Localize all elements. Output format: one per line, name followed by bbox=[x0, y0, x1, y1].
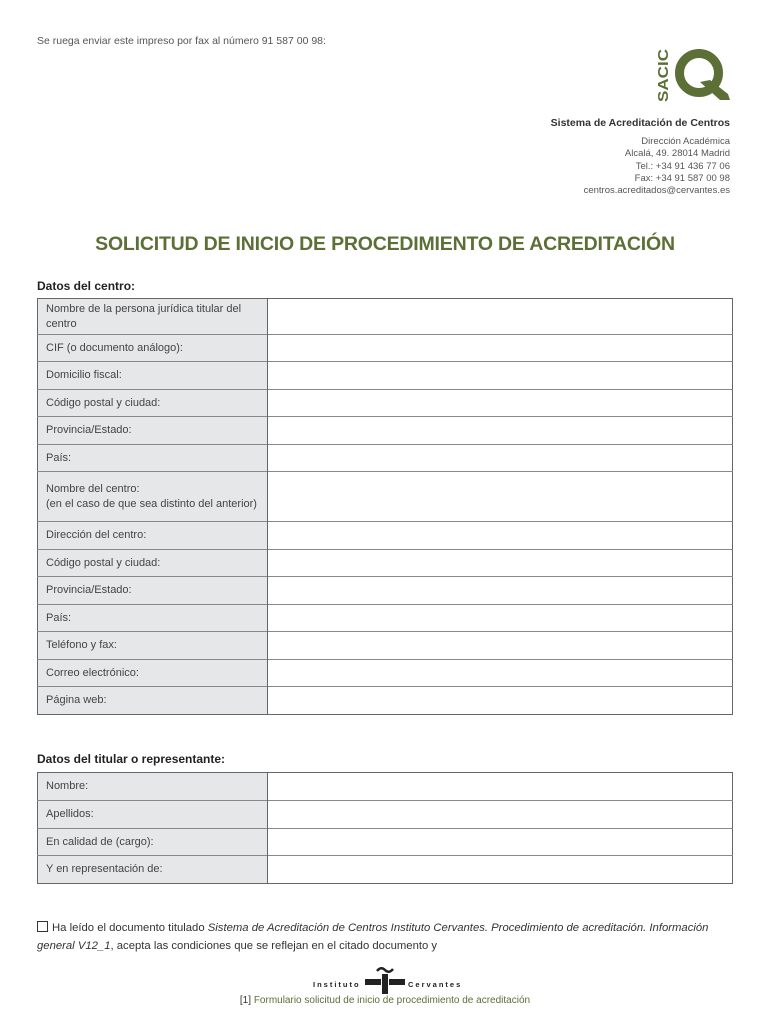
center-field-input[interactable] bbox=[268, 632, 733, 660]
center-field-label: Página web: bbox=[38, 687, 268, 715]
fax-note: Se ruega enviar este impreso por fax al número 91 587 00 98: bbox=[37, 35, 326, 47]
center-field-input[interactable] bbox=[268, 445, 733, 472]
holder-section-heading: Datos del titular o representante: bbox=[37, 752, 226, 766]
center-field-label: Código postal y ciudad: bbox=[38, 550, 268, 577]
sacic-logo-text: SACIC bbox=[655, 55, 672, 102]
center-field-input[interactable] bbox=[268, 687, 733, 715]
holder-row bbox=[38, 856, 733, 884]
page-title: SOLICITUD DE INICIO DE PROCEDIMIENTO DE ACREDITACIÓN bbox=[95, 233, 675, 255]
holder-row bbox=[38, 801, 733, 829]
center-row bbox=[38, 417, 733, 445]
center-field-input[interactable] bbox=[268, 390, 733, 417]
center-field-label: Correo electrónico: bbox=[38, 660, 268, 687]
holder-field-input[interactable] bbox=[268, 856, 733, 884]
center-field-input[interactable] bbox=[268, 522, 733, 550]
footer-page-number: [1] bbox=[239, 995, 252, 1006]
center-row bbox=[38, 390, 733, 417]
holder-field-label: Nombre: bbox=[38, 773, 268, 801]
center-row bbox=[38, 687, 733, 715]
org-line-fax: Fax: +34 91 587 00 98 bbox=[634, 172, 730, 184]
center-row bbox=[38, 632, 733, 660]
center-row bbox=[38, 577, 733, 605]
center-row bbox=[38, 605, 733, 632]
center-field-label: País: bbox=[38, 445, 268, 472]
holder-field-label: Y en representación de: bbox=[38, 856, 268, 884]
acceptance-prefix: Ha leído el documento titulado bbox=[52, 922, 208, 934]
center-field-label: Código postal y ciudad: bbox=[38, 390, 268, 417]
holder-field-input[interactable] bbox=[268, 829, 733, 856]
center-row bbox=[38, 335, 733, 362]
center-field-label: Provincia/Estado: bbox=[38, 577, 268, 605]
logo-word-instituto: Instituto bbox=[313, 980, 361, 989]
logo-word-cervantes: Cervantes bbox=[408, 980, 463, 989]
organization-block bbox=[551, 117, 730, 197]
center-field-label: Dirección del centro: bbox=[38, 522, 268, 550]
org-line-address: Alcalá, 49. 28014 Madrid bbox=[624, 148, 730, 160]
holder-field-label: Apellidos: bbox=[38, 801, 268, 829]
center-row bbox=[38, 299, 733, 335]
holder-row bbox=[38, 773, 733, 801]
footer bbox=[0, 995, 770, 1006]
center-row bbox=[38, 522, 733, 550]
org-line-phone: Tel.: +34 91 436 77 06 bbox=[635, 160, 730, 172]
cervantes-emblem-icon bbox=[363, 966, 407, 994]
organization-name: Sistema de Acreditación de Centros bbox=[550, 117, 730, 129]
holder-field-label: En calidad de (cargo): bbox=[38, 829, 268, 856]
holder-data-table bbox=[37, 772, 733, 884]
holder-field-input[interactable] bbox=[268, 773, 733, 801]
acceptance-statement bbox=[37, 920, 737, 955]
center-field-label: Nombre del centro: (en el caso de que sea distinto del anterior) bbox=[38, 472, 268, 522]
instituto-cervantes-logo bbox=[313, 966, 463, 994]
center-field-input[interactable] bbox=[268, 299, 733, 335]
org-line-department: Dirección Académica bbox=[641, 136, 730, 147]
org-line-email[interactable]: centros.acreditados@cervantes.es bbox=[583, 185, 730, 197]
footer-text: Formulario solicitud de inicio de procedimiento de acreditación bbox=[253, 995, 531, 1006]
sacic-logo bbox=[648, 44, 732, 106]
center-field-label: País: bbox=[38, 605, 268, 632]
center-field-input[interactable] bbox=[268, 550, 733, 577]
acceptance-suffix: , acepta las condiciones que se reflejan en el citado documento y bbox=[110, 939, 438, 952]
center-section-heading: Datos del centro: bbox=[37, 279, 136, 293]
center-field-label: Domicilio fiscal: bbox=[38, 362, 268, 390]
center-field-input[interactable] bbox=[268, 472, 733, 522]
acceptance-checkbox[interactable] bbox=[37, 921, 48, 932]
center-row bbox=[38, 472, 733, 522]
center-field-label: Nombre de la persona jurídica titular del centro bbox=[38, 299, 268, 335]
center-field-label: Teléfono y fax: bbox=[38, 632, 268, 660]
center-data-table bbox=[37, 298, 733, 715]
acceptance-document-title: Sistema de Acreditación de Centros Instituto Cervantes. Procedimiento de acreditación. Información general V12_1 bbox=[37, 922, 709, 952]
center-field-label: Provincia/Estado: bbox=[38, 417, 268, 445]
center-row bbox=[38, 660, 733, 687]
center-field-input[interactable] bbox=[268, 605, 733, 632]
center-field-input[interactable] bbox=[268, 660, 733, 687]
center-row bbox=[38, 362, 733, 390]
holder-field-input[interactable] bbox=[268, 801, 733, 829]
center-row bbox=[38, 445, 733, 472]
center-row bbox=[38, 550, 733, 577]
center-field-input[interactable] bbox=[268, 362, 733, 390]
center-field-label: CIF (o documento análogo): bbox=[38, 335, 268, 362]
holder-row bbox=[38, 829, 733, 856]
center-field-input[interactable] bbox=[268, 577, 733, 605]
center-field-input[interactable] bbox=[268, 335, 733, 362]
center-field-input[interactable] bbox=[268, 417, 733, 445]
